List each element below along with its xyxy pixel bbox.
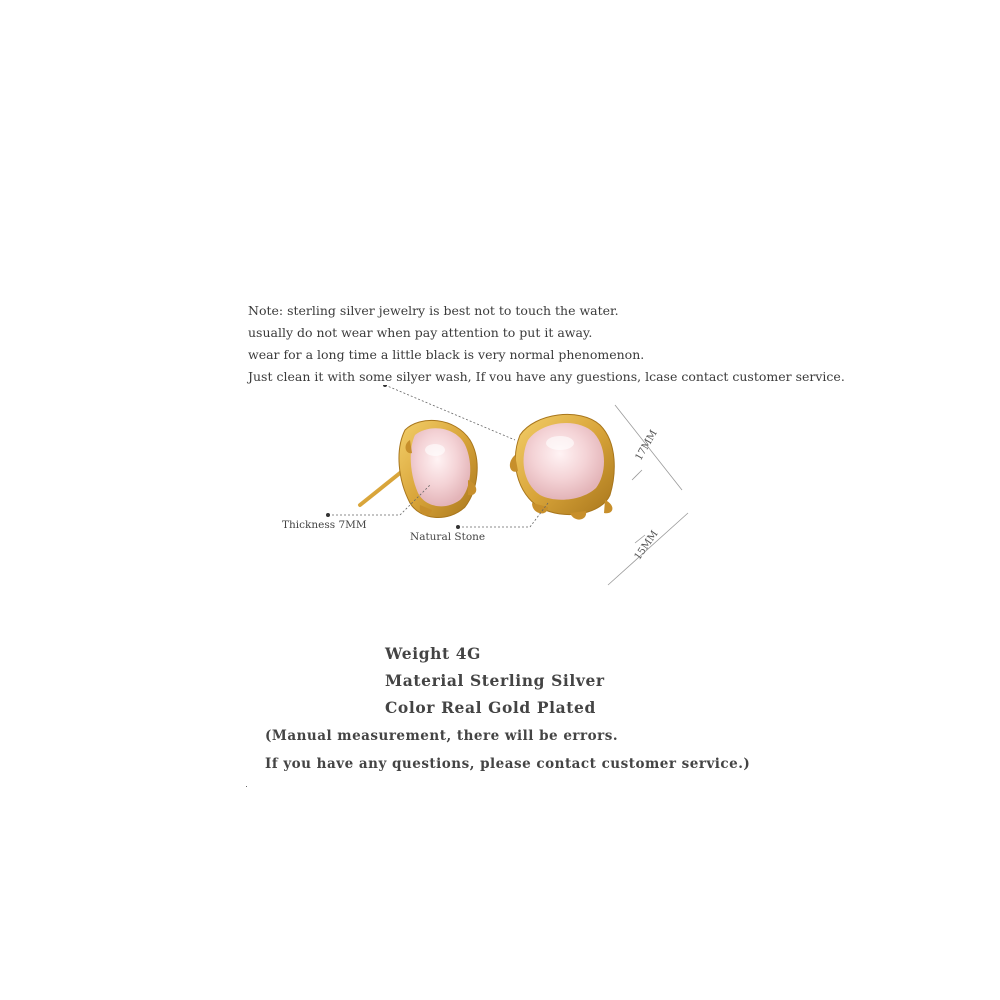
stray-dot: [246, 786, 247, 787]
callout-dot: [383, 385, 387, 387]
care-note-line: usually do not wear when pay attention to put it away.: [248, 325, 593, 340]
measurement-disclaimer: [265, 722, 750, 778]
care-note-line: Note: sterling silver jewelry is best not to touch the water.: [248, 303, 619, 318]
spec-material: Material Sterling Silver: [385, 671, 605, 690]
care-note-line: Just clean it with some silyer wash, If vou have any guestions, lcase contact customer service.: [248, 369, 845, 384]
product-specs: [385, 640, 605, 721]
width-dimension-label: 15MM: [632, 528, 661, 563]
right-earring: [510, 414, 614, 519]
earring-product-figure: [270, 385, 710, 600]
natural-stone-callout: Natural Stone: [410, 531, 486, 543]
callout-dot: [326, 513, 330, 517]
left-earring: [360, 420, 477, 517]
care-note-line: wear for a long time a little black is very normal phenomenon.: [248, 347, 645, 362]
disclaimer-line: (Manual measurement, there will be errors.: [265, 728, 619, 744]
earring-illustration: [270, 385, 710, 600]
disclaimer-line: If you have any questions, please contact customer service.): [265, 756, 751, 772]
callout-dot: [456, 525, 460, 529]
thickness-callout: Thickness 7MM: [282, 519, 367, 531]
height-dimension-label: 17MM: [633, 428, 660, 463]
spec-color: Color Real Gold Plated: [385, 698, 596, 717]
care-note: [248, 300, 848, 388]
spec-weight: Weight 4G: [385, 644, 481, 663]
